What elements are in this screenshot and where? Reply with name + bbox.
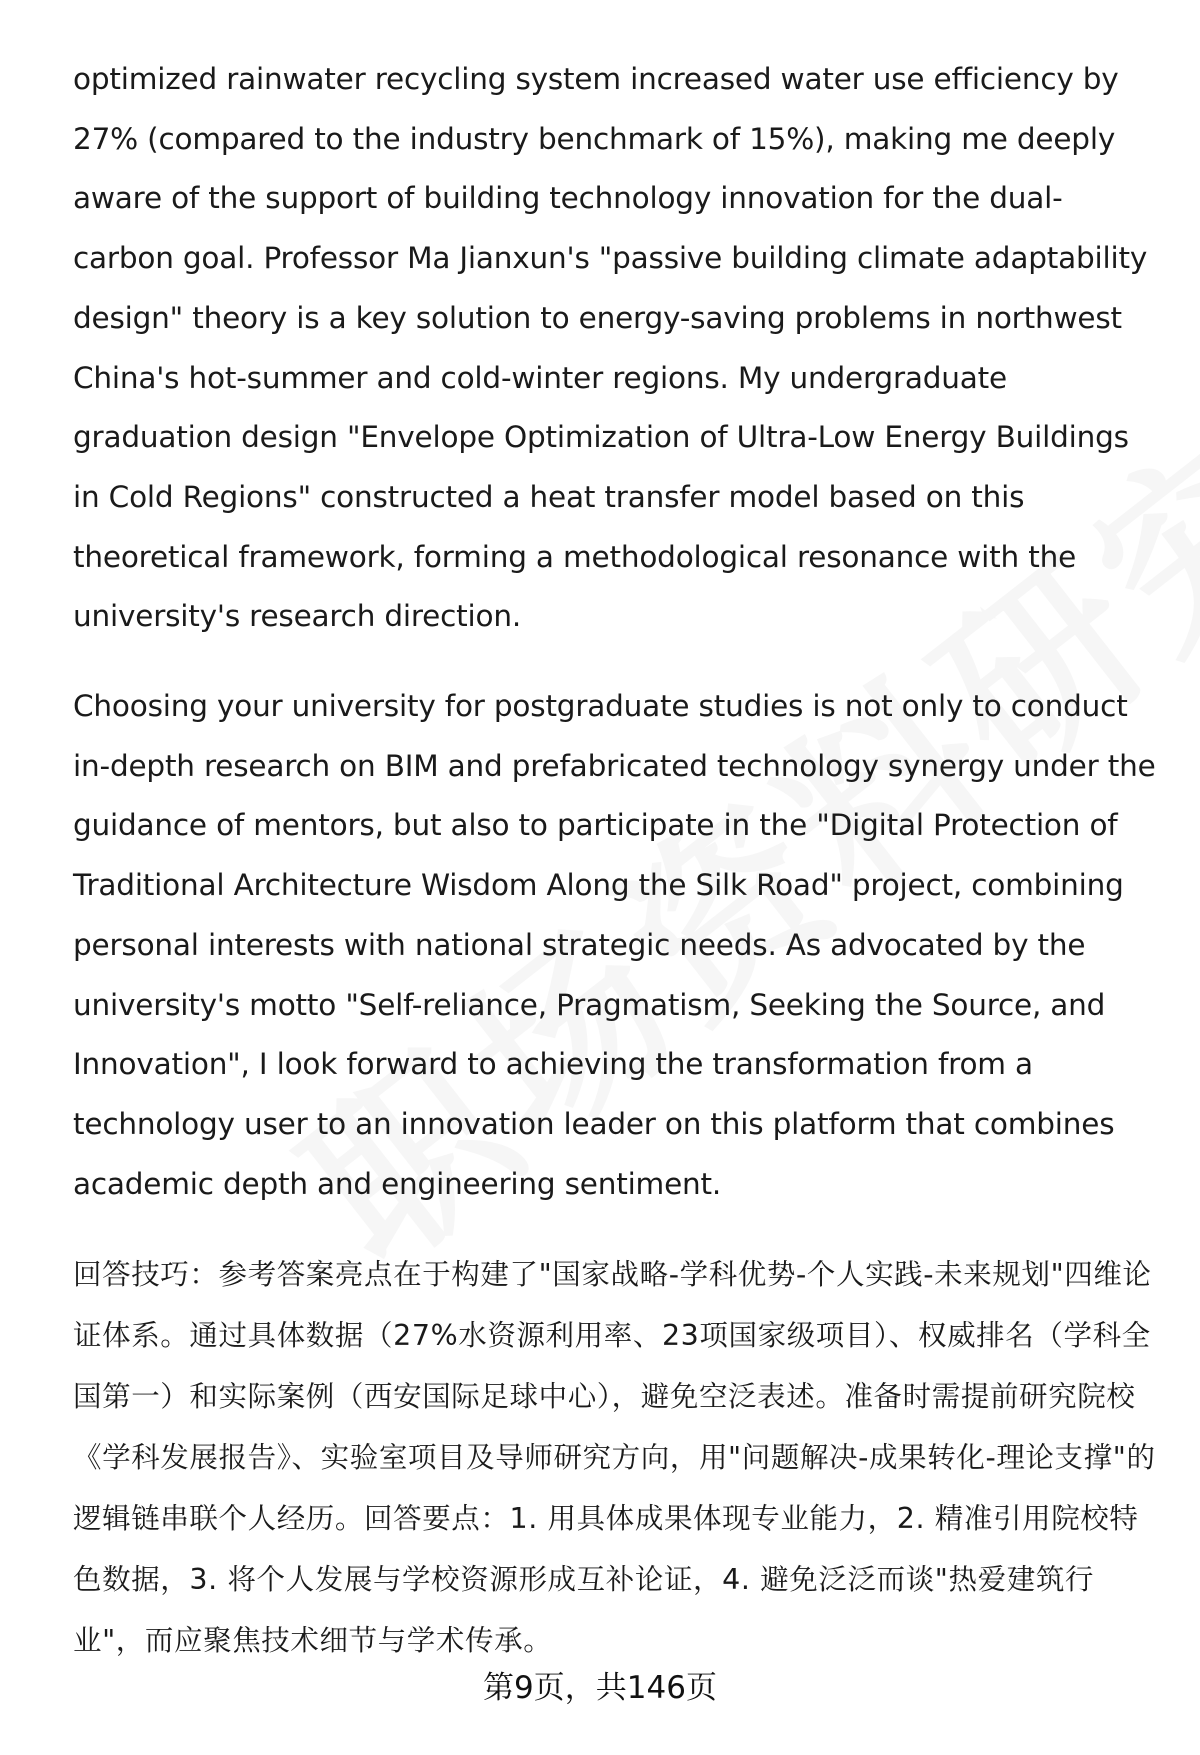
page-number-footer: 第9页，共146页 <box>483 1670 717 1706</box>
answer-tips-paragraph: 回答技巧：参考答案亮点在于构建了"国家战略-学科优势-个人实践-未来规划"四维论证体系。通过具体数据（27%水资源利用率、23项国家级项目）、权威排名（学科全国第一）和实际案例（西安国际足球中心），避免空泛表述。准备时需提前研究院校《学科发展报告》、实验室项目及导师研究方向，用"问题解决-成果转化-理论支撑"的逻辑链串联个人经历。回答要点：1. 用具体成果体现专业能力，2. 精准引用院校特色数据，3. 将个人发展与学校资源形成互补论证，4. 避免泛泛而谈"热爱建筑行业"，而应聚焦技术细节与学术传承。 <box>73 1258 1156 1658</box>
document-page <box>73 50 1163 1671</box>
body-paragraph-1: optimized rainwater recycling system increased water use efficiency by 27% (compared to the industry benchmark of 15%), making me deeply aware of the support of building technology innovation for the dual-carbon goal. Professor Ma Jianxun's "passive building climate adaptability design" theory is a key solution to energy-saving problems in northwest China's hot-summer and cold-winter regions. My undergraduate graduation design "Envelope Optimization of Ultra-Low Energy Buildings in Cold Regions" constructed a heat transfer model based on this theoretical framework, forming a methodological resonance with the university's research direction. <box>73 62 1148 634</box>
body-paragraph-2: Choosing your university for postgraduate studies is not only to conduct in-depth research on BIM and prefabricated technology synergy under the guidance of mentors, but also to participate in the "Digital Protection of Traditional Architecture Wisdom Along the Silk Road" project, combining personal interests with national strategic needs. As advocated by the university's motto "Self-reliance, Pragmatism, Seeking the Source, and Innovation", I look forward to achieving the transformation from a technology user to an innovation leader on this platform that combines academic depth and engineering sentiment. <box>73 689 1156 1201</box>
